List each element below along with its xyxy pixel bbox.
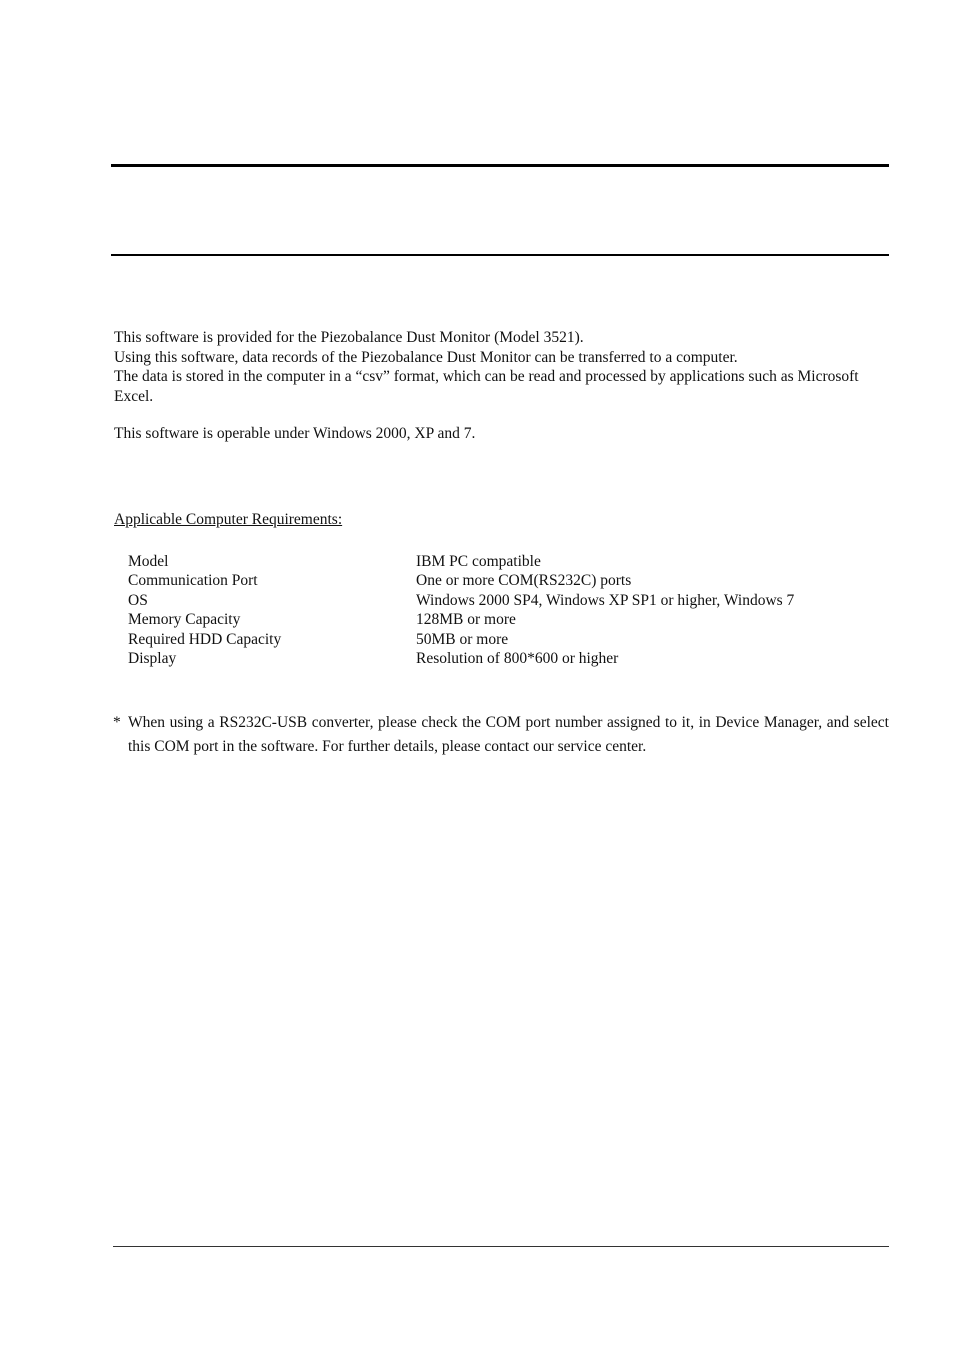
requirement-label: Communication Port (128, 572, 258, 590)
requirement-value: 128MB or more (416, 611, 516, 629)
requirement-row-model (128, 552, 889, 571)
intro-line-2: Using this software, data records of the Piezobalance Dust Monitor can be transferred to a computer. (114, 348, 738, 366)
note-text: When using a RS232C-USB converter, please check the COM port number assigned to it, in Device Manager, and select this COM port in the software. For further details, please contact our service center. (128, 714, 889, 755)
requirement-label: Model (128, 553, 169, 570)
requirement-row-communication-port (128, 571, 889, 590)
requirements-heading: Applicable Computer Requirements: (114, 511, 343, 528)
requirement-row-memory (128, 610, 889, 629)
os-support-text: This software is operable under Windows 2000, XP and 7. (114, 425, 476, 442)
usb-converter-note (113, 711, 889, 759)
note-asterisk: * (113, 714, 121, 731)
requirement-value: Resolution of 800*600 or higher (416, 649, 619, 667)
requirement-label: Display (128, 649, 177, 667)
requirement-value: IBM PC compatible (416, 553, 541, 570)
intro-line-3: The data is stored in the computer in a “csv” format, which can be read and processed by applications such as Microsoft Excel. (114, 368, 859, 405)
requirement-value: One or more COM(RS232C) ports (416, 572, 632, 590)
requirement-row-hdd (128, 630, 889, 649)
title-top-rule (111, 164, 889, 167)
intro-line-1: This software is provided for the Piezobalance Dust Monitor (Model 3521). (114, 329, 584, 346)
requirement-row-os (128, 591, 889, 610)
intro-paragraph (114, 328, 889, 406)
requirement-label: Memory Capacity (128, 611, 241, 629)
requirement-value: Windows 2000 SP4, Windows XP SP1 or higher, Windows 7 (416, 591, 795, 609)
requirement-value: 50MB or more (416, 630, 509, 648)
title-bottom-rule (111, 254, 889, 256)
requirement-row-display (128, 649, 889, 668)
requirement-label: OS (128, 591, 148, 609)
requirement-label: Required HDD Capacity (128, 630, 282, 648)
requirements-table (128, 552, 889, 668)
footer-rule (113, 1246, 889, 1247)
